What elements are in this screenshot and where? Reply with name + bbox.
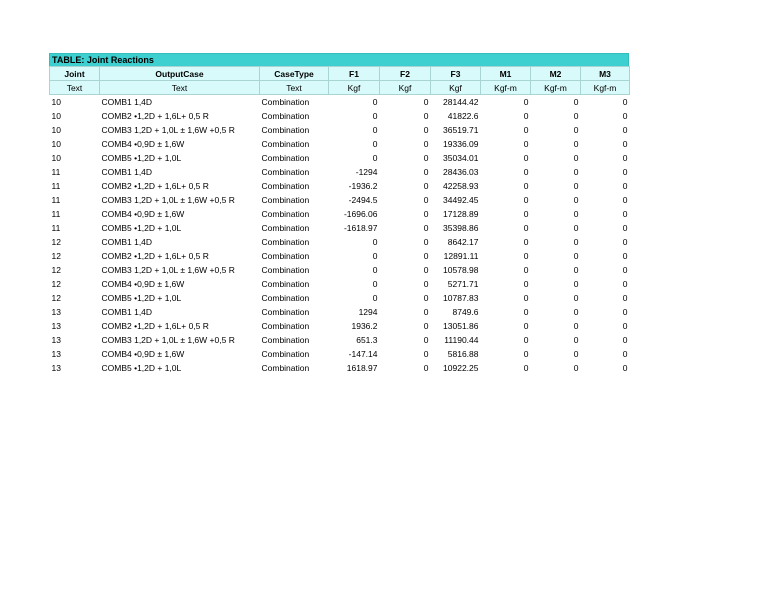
cell-m1: 0 (523, 125, 529, 135)
cell-f2: 0 (423, 293, 429, 303)
table-row (50, 319, 630, 333)
units-row (50, 81, 630, 95)
cell-f1: 0 (372, 279, 378, 289)
table-row (50, 193, 630, 207)
table-row (50, 179, 630, 193)
column-header-f1: F1 (329, 67, 380, 81)
cell-m1: 0 (523, 223, 529, 233)
cell-joint: 13 (51, 335, 61, 345)
cell-m1: 0 (523, 153, 529, 163)
cell-f2: 0 (423, 181, 429, 191)
cell-m2: 0 (573, 223, 579, 233)
cell-m2: 0 (573, 153, 579, 163)
column-header-m1: M1 (481, 67, 531, 81)
cell-casetype: Combination (261, 335, 310, 345)
table-row (50, 165, 630, 179)
table-body (50, 95, 630, 376)
table-row (50, 151, 630, 165)
unit-m2: Kgf-m (531, 81, 581, 95)
cell-f1: 0 (372, 97, 378, 107)
cell-outputcase: COMB3 1,2D + 1,0L ± 1,6W +0,5 R (101, 125, 235, 135)
cell-f1: -1618.97 (343, 223, 378, 233)
cell-f2: 0 (423, 209, 429, 219)
table-row (50, 305, 630, 319)
cell-f2: 0 (423, 97, 429, 107)
unit-outputcase: Text (100, 81, 260, 95)
cell-m2: 0 (573, 293, 579, 303)
cell-joint: 13 (51, 307, 61, 317)
cell-m2: 0 (573, 97, 579, 107)
cell-joint: 11 (51, 223, 61, 233)
cell-casetype: Combination (261, 237, 310, 247)
cell-outputcase: COMB1 1,4D (101, 237, 153, 247)
cell-m3: 0 (622, 251, 628, 261)
cell-f2: 0 (423, 321, 429, 331)
table-row (50, 291, 630, 305)
cell-m3: 0 (622, 307, 628, 317)
cell-f2: 0 (423, 223, 429, 233)
cell-m2: 0 (573, 265, 579, 275)
cell-casetype: Combination (261, 97, 310, 107)
cell-f3: 34492.45 (443, 195, 479, 205)
cell-casetype: Combination (261, 195, 310, 205)
cell-outputcase: COMB4 •0,9D ± 1,6W (101, 349, 185, 359)
column-header-f2: F2 (380, 67, 431, 81)
cell-joint: 12 (51, 279, 61, 289)
cell-f2: 0 (423, 335, 429, 345)
cell-m3: 0 (622, 167, 628, 177)
cell-casetype: Combination (261, 307, 310, 317)
table-title: TABLE: Joint Reactions (49, 53, 629, 66)
table-row (50, 137, 630, 151)
cell-joint: 10 (51, 139, 61, 149)
cell-joint: 10 (51, 153, 61, 163)
cell-f2: 0 (423, 279, 429, 289)
cell-outputcase: COMB1 1,4D (101, 307, 153, 317)
table-row (50, 333, 630, 347)
cell-m3: 0 (622, 139, 628, 149)
cell-m1: 0 (523, 307, 529, 317)
cell-f3: 11190.44 (444, 335, 479, 345)
cell-m1: 0 (523, 139, 529, 149)
column-header-joint: Joint (50, 67, 100, 81)
cell-m3: 0 (622, 237, 628, 247)
table-row (50, 361, 630, 375)
cell-f1: -1696.06 (343, 209, 378, 219)
cell-f3: 19336.09 (443, 139, 479, 149)
cell-outputcase: COMB1 1,4D (101, 167, 153, 177)
table-row (50, 95, 630, 110)
cell-f1: 1294 (358, 307, 378, 317)
cell-f3: 5271.71 (447, 279, 479, 289)
cell-m3: 0 (622, 223, 628, 233)
cell-m1: 0 (523, 279, 529, 289)
cell-joint: 11 (51, 181, 61, 191)
cell-m1: 0 (523, 321, 529, 331)
cell-outputcase: COMB4 •0,9D ± 1,6W (101, 279, 185, 289)
unit-f1: Kgf (329, 81, 380, 95)
cell-f3: 41822.6 (447, 111, 479, 121)
cell-f1: 1618.97 (346, 363, 378, 373)
cell-m1: 0 (523, 265, 529, 275)
cell-outputcase: COMB2 •1,2D + 1,6L+ 0,5 R (101, 111, 209, 121)
cell-m2: 0 (573, 125, 579, 135)
cell-outputcase: COMB5 •1,2D + 1,0L (101, 293, 182, 303)
unit-joint: Text (50, 81, 100, 95)
cell-m1: 0 (523, 237, 529, 247)
cell-f1: 0 (372, 111, 378, 121)
cell-f3: 5816.88 (447, 349, 479, 359)
cell-casetype: Combination (261, 125, 310, 135)
cell-joint: 13 (51, 363, 61, 373)
table-row (50, 207, 630, 221)
cell-m3: 0 (622, 363, 628, 373)
table-row (50, 123, 630, 137)
cell-m1: 0 (523, 251, 529, 261)
cell-joint: 13 (51, 349, 61, 359)
cell-m3: 0 (622, 125, 628, 135)
cell-m1: 0 (523, 195, 529, 205)
cell-outputcase: COMB5 •1,2D + 1,0L (101, 223, 182, 233)
cell-f3: 36519.71 (443, 125, 479, 135)
cell-joint: 10 (51, 97, 61, 107)
cell-outputcase: COMB2 •1,2D + 1,6L+ 0,5 R (101, 251, 209, 261)
table-row (50, 109, 630, 123)
cell-m3: 0 (622, 153, 628, 163)
cell-f2: 0 (423, 153, 429, 163)
cell-f3: 10578.98 (443, 265, 479, 275)
cell-outputcase: COMB3 1,2D + 1,0L ± 1,6W +0,5 R (101, 335, 235, 345)
cell-casetype: Combination (261, 279, 310, 289)
cell-f1: 0 (372, 237, 378, 247)
cell-joint: 10 (51, 125, 61, 135)
cell-f1: 1936.2 (351, 321, 378, 331)
column-header-f3: F3 (431, 67, 481, 81)
joint-reactions-table (49, 66, 630, 375)
cell-m1: 0 (523, 97, 529, 107)
cell-f3: 35034.01 (443, 153, 479, 163)
cell-m2: 0 (573, 321, 579, 331)
cell-casetype: Combination (261, 349, 310, 359)
cell-f2: 0 (423, 111, 429, 121)
cell-joint: 12 (51, 251, 61, 261)
cell-m2: 0 (573, 279, 579, 289)
cell-m1: 0 (523, 181, 529, 191)
cell-f3: 28144.42 (443, 97, 479, 107)
cell-m3: 0 (622, 335, 628, 345)
unit-m3: Kgf-m (581, 81, 630, 95)
cell-m1: 0 (523, 363, 529, 373)
cell-m1: 0 (523, 209, 529, 219)
cell-f1: 0 (372, 125, 378, 135)
cell-outputcase: COMB2 •1,2D + 1,6L+ 0,5 R (101, 321, 209, 331)
column-header-m3: M3 (581, 67, 630, 81)
cell-m2: 0 (573, 363, 579, 373)
cell-m3: 0 (622, 321, 628, 331)
cell-m2: 0 (573, 237, 579, 247)
cell-m1: 0 (523, 349, 529, 359)
cell-f1: -1936.2 (348, 181, 378, 191)
cell-f2: 0 (423, 363, 429, 373)
cell-f2: 0 (423, 139, 429, 149)
cell-casetype: Combination (261, 293, 310, 303)
table-row (50, 277, 630, 291)
cell-f3: 17128.89 (443, 209, 479, 219)
cell-f3: 42258.93 (443, 181, 479, 191)
table-row (50, 221, 630, 235)
cell-f3: 28436.03 (443, 167, 479, 177)
cell-f1: 0 (372, 153, 378, 163)
cell-casetype: Combination (261, 251, 310, 261)
cell-m3: 0 (622, 279, 628, 289)
cell-f2: 0 (423, 167, 429, 177)
cell-casetype: Combination (261, 223, 310, 233)
cell-f1: 0 (372, 265, 378, 275)
cell-f2: 0 (423, 265, 429, 275)
cell-m3: 0 (622, 111, 628, 121)
cell-casetype: Combination (261, 363, 310, 373)
cell-joint: 12 (51, 265, 61, 275)
cell-m2: 0 (573, 111, 579, 121)
cell-m3: 0 (622, 181, 628, 191)
cell-outputcase: COMB3 1,2D + 1,0L ± 1,6W +0,5 R (101, 195, 235, 205)
cell-m3: 0 (622, 265, 628, 275)
cell-m3: 0 (622, 349, 628, 359)
cell-m2: 0 (573, 307, 579, 317)
cell-f2: 0 (423, 125, 429, 135)
cell-f3: 35398.86 (443, 223, 479, 233)
cell-f2: 0 (423, 237, 429, 247)
cell-f1: -1294 (355, 167, 378, 177)
joint-reactions-sheet (49, 53, 629, 375)
cell-joint: 13 (51, 321, 61, 331)
cell-outputcase: COMB5 •1,2D + 1,0L (101, 153, 182, 163)
cell-f2: 0 (423, 251, 429, 261)
cell-m2: 0 (573, 335, 579, 345)
cell-f3: 8749.6 (452, 307, 479, 317)
cell-m1: 0 (523, 111, 529, 121)
cell-joint: 11 (51, 209, 61, 219)
table-row (50, 347, 630, 361)
cell-m3: 0 (622, 195, 628, 205)
cell-f3: 8642.17 (447, 237, 479, 247)
cell-f2: 0 (423, 307, 429, 317)
cell-f1: 0 (372, 293, 378, 303)
cell-joint: 11 (51, 167, 61, 177)
cell-casetype: Combination (261, 167, 310, 177)
cell-f3: 10922.25 (443, 363, 479, 373)
cell-f1: -147.14 (348, 349, 378, 359)
cell-casetype: Combination (261, 153, 310, 163)
cell-m1: 0 (523, 293, 529, 303)
cell-outputcase: COMB2 •1,2D + 1,6L+ 0,5 R (101, 181, 209, 191)
column-header-casetype: CaseType (260, 67, 329, 81)
cell-m2: 0 (573, 195, 579, 205)
cell-f3: 10787.83 (443, 293, 479, 303)
cell-f1: 0 (372, 251, 378, 261)
cell-casetype: Combination (261, 111, 310, 121)
cell-joint: 12 (51, 293, 61, 303)
cell-m3: 0 (622, 293, 628, 303)
cell-m2: 0 (573, 209, 579, 219)
cell-casetype: Combination (261, 181, 310, 191)
cell-joint: 12 (51, 237, 61, 247)
cell-outputcase: COMB1 1,4D (101, 97, 153, 107)
cell-m2: 0 (573, 349, 579, 359)
cell-outputcase: COMB4 •0,9D ± 1,6W (101, 209, 185, 219)
cell-m2: 0 (573, 251, 579, 261)
column-header-row (50, 67, 630, 81)
cell-casetype: Combination (261, 139, 310, 149)
cell-f3: 13051.86 (443, 321, 479, 331)
table-row (50, 249, 630, 263)
cell-casetype: Combination (261, 321, 310, 331)
cell-m2: 0 (573, 139, 579, 149)
unit-casetype: Text (260, 81, 329, 95)
cell-f1: 651.3 (356, 335, 378, 345)
table-row (50, 263, 630, 277)
column-header-m2: M2 (531, 67, 581, 81)
cell-casetype: Combination (261, 265, 310, 275)
unit-f2: Kgf (380, 81, 431, 95)
unit-m1: Kgf-m (481, 81, 531, 95)
cell-joint: 11 (51, 195, 61, 205)
unit-f3: Kgf (431, 81, 481, 95)
cell-m1: 0 (523, 167, 529, 177)
cell-f2: 0 (423, 195, 429, 205)
cell-m2: 0 (573, 181, 579, 191)
cell-m1: 0 (523, 335, 529, 345)
cell-casetype: Combination (261, 209, 310, 219)
cell-outputcase: COMB5 •1,2D + 1,0L (101, 363, 182, 373)
cell-m2: 0 (573, 167, 579, 177)
cell-f1: -2494.5 (348, 195, 378, 205)
column-header-outputcase: OutputCase (100, 67, 260, 81)
cell-outputcase: COMB3 1,2D + 1,0L ± 1,6W +0,5 R (101, 265, 235, 275)
cell-m3: 0 (622, 97, 628, 107)
cell-joint: 10 (51, 111, 61, 121)
cell-outputcase: COMB4 •0,9D ± 1,6W (101, 139, 185, 149)
cell-f1: 0 (372, 139, 378, 149)
table-row (50, 235, 630, 249)
cell-m3: 0 (622, 209, 628, 219)
cell-f2: 0 (423, 349, 429, 359)
cell-f3: 12891.11 (443, 251, 479, 261)
